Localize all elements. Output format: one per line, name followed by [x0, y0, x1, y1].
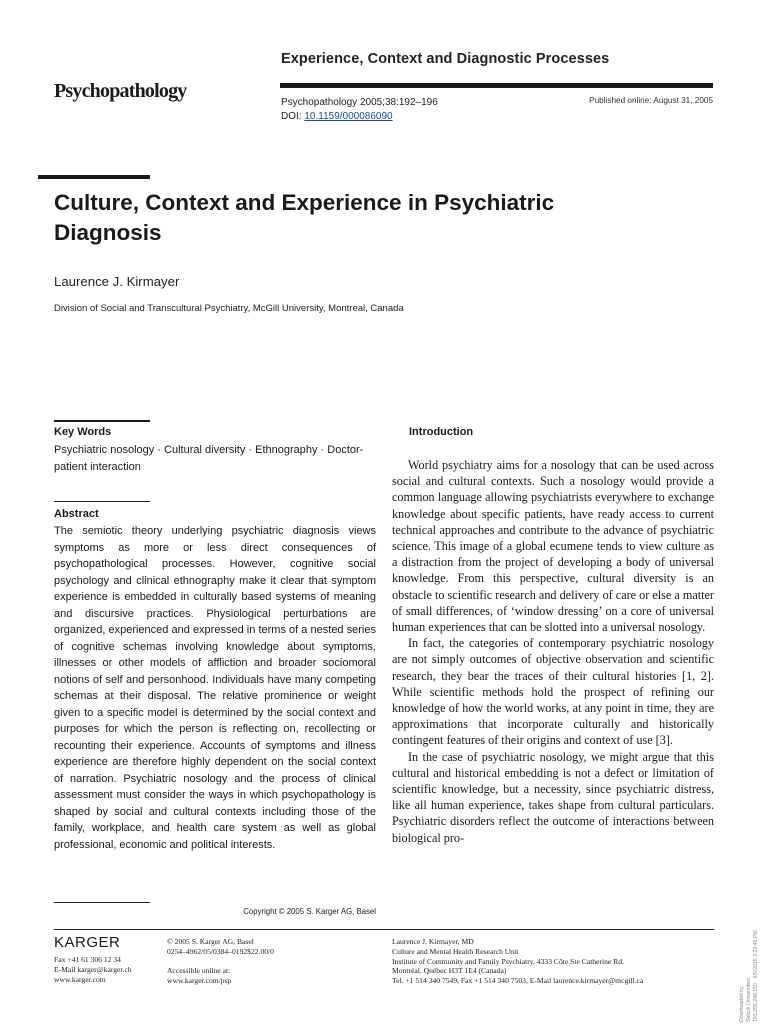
- publisher-email[interactable]: E-Mail karger@karger.ch: [54, 964, 132, 974]
- doi-link[interactable]: 10.1159/000086090: [304, 111, 393, 122]
- footer-rule: [54, 929, 714, 930]
- corr-unit: Culture and Mental Health Research Unit: [392, 946, 519, 956]
- corr-city: Montréal, Québec H3T 1E4 (Canada): [392, 966, 507, 976]
- abstract-rule: [54, 501, 150, 502]
- doi-label: DOI:: [281, 111, 305, 122]
- introduction-heading: Introduction: [409, 426, 474, 438]
- published-date: Published online: August 31, 2005: [589, 96, 713, 105]
- publisher-fax: Fax +41 61 306 12 34: [54, 955, 121, 964]
- intro-paragraph: In fact, the categories of contemporary psychiatric nosology are not simply outcomes of objective observation and scientific research, they bear the traces of their cultural histories [1, 2]. While scientific methods hold the prospect of refining our knowledge of how the world works, at any point in time, they are approximations that incorporate culturally and historically contingent features of their origins and context of use [3].: [392, 636, 714, 748]
- stamp-line: 193.255.248.150 - 9/5/2015 2:23:45 PM: [753, 930, 759, 1022]
- corr-institute: Institute of Community and Family Psychiatry, 4333 Côte Ste Catherine Rd.: [392, 956, 624, 966]
- doi-line: [281, 110, 438, 124]
- keywords-heading: Key Words: [54, 426, 112, 438]
- stamp-line: Selçuk Üniversitesi: [746, 978, 752, 1022]
- footer-copyright: [167, 937, 274, 957]
- intro-paragraph: World psychiatry aims for a nosology that can be used across social and cultural contexts. Such a nosology would provide a common language allowing psychiatrists everywhere to exchange knowledge about specific patients, have ready access to current technical approaches and contribute to the advance of psychiatric science. This image of a global ecumene tends to view culture as a distraction from the project of developing a body of universal knowledge. From this perspective, cultural diversity is an obstacle to scientific research and delivery of care or else a matter of small differences, of ‘window dressing’ on a core of universal human experiences that can be slotted into a universal nosology.: [392, 458, 714, 635]
- footer-access: [167, 966, 231, 986]
- intro-paragraph: In the case of psychiatric nosology, we might argue that this cultural and historical embedding is not a defect or limitation of scientific knowledge, but a necessity, since psychiatric distress, like all human experience, takes shape from cultural particulars. Psychiatric disorders reflect the outcome of interactions between biological pro-: [392, 749, 714, 845]
- citation-block: [281, 96, 438, 124]
- citation-line: Psychopathology 2005;38:192–196: [281, 97, 438, 108]
- footer-issn: 0254–4962/05/0384–0192$22.00/0: [167, 946, 274, 956]
- abstract-text: The semiotic theory underlying psychiatric diagnosis views symptoms as more or less direct consequences of psychopathological processes. However, cognitive social psychology and clinical ethnography make it clear that symptom experience is embedded in culturally based systems of meaning and discursive practices. Physiological perturbations are organized, experienced and expressed in terms of a nested series of cognitive schemas involving knowledge about symptoms, illnesses or other models of affliction and broader sociomoral notions of self and personhood. Individuals have many competing schemas at their disposal. The relative prominence or weight given to a specific model is determined by the social context and purposes for which the person is reflecting on, recollecting or recounting their experience. Accounts of symptoms and illness experience are therefore highly dependent on the social context of narration. Psychiatric nosology and the process of clinical assessment must consider the ways in which psychopathology is shaped by social and cultural contexts including those of the family, workplace, and health care system as well as global professional, economic and political interests.: [54, 525, 376, 851]
- introduction-body: [392, 457, 714, 846]
- publisher-logo: KARGER: [54, 934, 121, 951]
- header-rule: [280, 83, 713, 88]
- download-stamp: [737, 894, 768, 1024]
- access-url[interactable]: www.karger.com/psp: [167, 975, 232, 985]
- keywords-rule: [54, 420, 150, 422]
- keywords-text: Psychiatric nosology · Cultural diversity · Ethnography · Doctor-patient interaction: [54, 444, 364, 473]
- publisher-contact: [54, 955, 132, 984]
- publisher-web[interactable]: www.karger.com: [54, 974, 106, 984]
- author-name: Laurence J. Kirmayer: [54, 274, 180, 289]
- section-title: Experience, Context and Diagnostic Processes: [281, 51, 610, 67]
- corr-name: Laurence J. Kirmayer, MD: [392, 937, 474, 946]
- abstract-copyright: Copyright © 2005 S. Karger AG, Basel: [243, 907, 376, 916]
- article-title: Culture, Context and Experience in Psychiatric Diagnosis: [54, 190, 555, 245]
- access-label: Accessible online at:: [167, 966, 231, 975]
- author-affiliation: Division of Social and Transcultural Psychiatry, McGill University, Montreal, Canada: [54, 303, 404, 314]
- stamp-line: Downloaded by:: [739, 984, 745, 1022]
- correspondence-address: [392, 937, 643, 986]
- abstract-heading: Abstract: [54, 508, 99, 520]
- footer-copyright-line: © 2005 S. Karger AG, Basel: [167, 937, 254, 946]
- journal-logo: Psychopathology: [54, 80, 187, 102]
- corr-contact: Tel. +1 514 340 7549, Fax +1 514 340 7503, E-Mail laurence.kirmayer@mcgill.ca: [392, 976, 644, 986]
- title-rule: [38, 175, 150, 179]
- abstract-end-rule: [54, 902, 150, 903]
